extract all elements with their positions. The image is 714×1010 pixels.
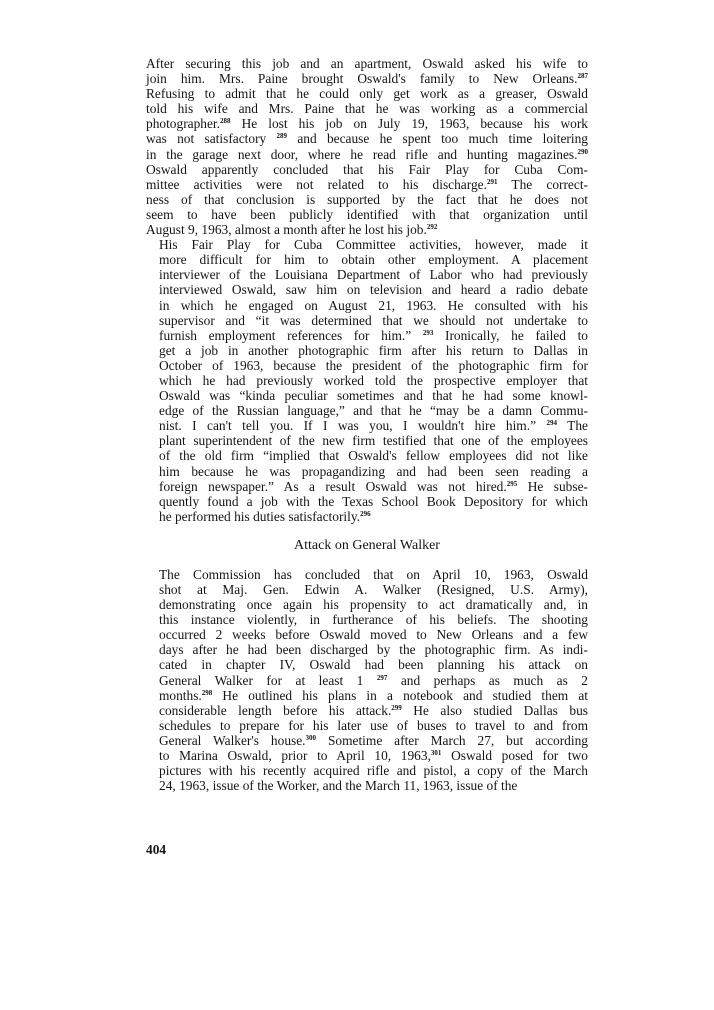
paragraph-fair-play-employment: [146, 237, 588, 524]
footnote-ref: 294: [546, 419, 557, 428]
footnote-ref: 300: [305, 733, 317, 742]
text-line: His Fair Play for Cuba Committee activities, however, made it: [159, 237, 588, 253]
text-line: Refusing to admit that he could only get work as a greaser, Oswald: [146, 86, 588, 102]
text-line: foreign newspaper.” As a result Oswald was not hired.$^{295}$ He subse-: [159, 478, 588, 494]
footnote-ref: 297: [376, 673, 388, 682]
text-line: get a job in another photographic firm after his return to Dallas in: [159, 342, 588, 358]
text-line: he performed his duties satisfactorily.$^{296}$: [159, 508, 371, 524]
footnote-ref: 296: [360, 509, 371, 518]
text-line: months.$^{298}$ He outlined his plans in a notebook and studied them at: [159, 687, 588, 703]
text-line: October of 1963, because the president of the photographic firm for: [159, 357, 588, 373]
text-line: interviewer of the Louisiana Department of Labor who had previously: [159, 267, 588, 283]
text-line: August 9, 1963, almost a month after he lost his job.$^{292}$: [146, 222, 438, 238]
footnote-ref: 299: [391, 703, 402, 712]
text-line: occurred 2 weeks before Oswald moved to New Orleans and a few: [159, 627, 588, 643]
text-line: demonstrating once again his propensity to act dramatically and, in: [159, 597, 588, 613]
paragraph-walker-attack: [146, 567, 588, 793]
text-line: this instance violently, in furtherance of his beliefs. The shooting: [159, 612, 588, 628]
page-number: 404: [146, 842, 167, 857]
text-line: photographer.$^{288}$ He lost his job on July 19, 1963, because his work: [146, 116, 588, 132]
text-line: considerable length before his attack.$^{299}$ He also studied Dallas bus: [159, 702, 588, 718]
text-line: shot at Maj. Gen. Edwin A. Walker (Resigned, U.S. Army),: [159, 582, 588, 597]
text-line: join him. Mrs. Paine brought Oswald's family to New Orleans.$^{287}$: [146, 71, 588, 87]
text-line: edge of the Russian language,” and that he “may be a damn Commu-: [159, 403, 588, 419]
text-line: ness of that conclusion is supported by the fact that he does not: [146, 191, 588, 207]
text-line: The Commission has concluded that on April 10, 1963, Oswald: [159, 566, 588, 582]
text-line: of the old firm “implied that Oswald's fellow employees did not like: [159, 448, 588, 464]
text-line: plant superintendent of the new firm testified that one of the employees: [159, 433, 588, 449]
footnote-ref: 293: [422, 328, 434, 337]
text-line: days after he had been discharged by the photographic firm. As indi-: [159, 642, 588, 658]
text-line: schedules to prepare for his later use of buses to travel to and from: [159, 717, 588, 733]
footnote-ref: 291: [486, 177, 498, 186]
document-page: [146, 56, 588, 793]
text-line: him because he was propagandizing and had been seen reading a: [159, 463, 588, 479]
footnote-ref: 290: [577, 147, 588, 156]
footnote-ref: 292: [426, 223, 438, 232]
text-line: 24, 1963, issue of the Worker, and the March 11, 1963, issue of the: [159, 778, 518, 794]
footnote-ref: 295: [506, 479, 518, 488]
footnote-ref: 298: [201, 688, 213, 697]
section-heading: Attack on General Walker: [294, 537, 440, 553]
text-line: told his wife and Mrs. Paine that he was working as a commercial: [146, 101, 588, 117]
text-line: seem to have been publicly identified with that organization until: [146, 206, 588, 222]
text-line: quently found a job with the Texas School Book Depository for which: [159, 493, 588, 509]
text-line: pictures with his recently acquired rifle and pistol, a copy of the March: [159, 763, 588, 779]
text-line: Oswald was “kinda peculiar sometimes and that he had some knowl-: [159, 388, 588, 404]
text-line: furnish employment references for him.” $^{293}$ Ironically, he failed to: [159, 327, 588, 343]
text-line: General Walker for at least 1 $^{297}$ and perhaps as much as 2: [159, 672, 588, 688]
text-line: which he had previously worked told the prospective employer that: [159, 372, 588, 388]
text-line: interviewed Oswald, saw him on television and heard a radio debate: [159, 282, 588, 298]
text-line: was not satisfactory $^{289}$ and because he spent too much time loitering: [146, 131, 588, 147]
text-line: After securing this job and an apartment, Oswald asked his wife to: [146, 56, 588, 71]
text-line: General Walker's house.$^{300}$ Sometime after March 27, but according: [159, 732, 588, 748]
footnote-ref: 289: [276, 132, 288, 141]
paragraph-oswald-new-orleans-job: [146, 56, 588, 237]
text-line: to Marina Oswald, prior to April 10, 1963,$^{301}$ Oswald posed for two: [159, 748, 588, 764]
footnote-ref: 287: [577, 72, 588, 81]
text-line: Oswald apparently concluded that his Fair Play for Cuba Com-: [146, 161, 588, 177]
text-line: in the garage next door, where he read rifle and hunting magazines.$^{290}$: [146, 146, 588, 162]
text-line: cated in chapter IV, Oswald had been planning his attack on: [159, 657, 588, 673]
footnote-ref: 288: [220, 117, 231, 126]
text-line: supervisor and “it was determined that we should not undertake to: [159, 312, 588, 328]
text-line: nist. I can't tell you. If I was you, I wouldn't hire him.” $^{294}$ The: [159, 418, 588, 434]
footnote-ref: 301: [430, 749, 442, 758]
text-line: mittee activities were not related to his discharge.$^{291}$ The correct-: [146, 176, 588, 192]
text-line: in which he engaged on August 21, 1963. He consulted with his: [159, 297, 588, 313]
text-line: more difficult for him to obtain other employment. A placement: [159, 252, 588, 268]
